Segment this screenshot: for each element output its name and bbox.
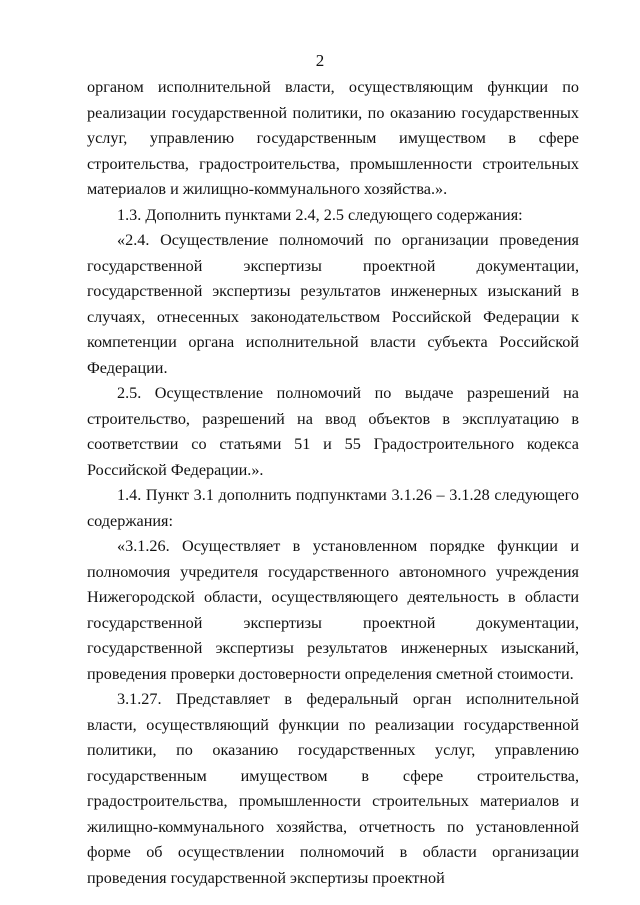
paragraph-item-2-5: 2.5. Осуществление полномочий по выдаче разрешений на строительство, разрешений на ввод объектов в эксплуатацию в соответствии со статьями 51 и 55 Градостроительного кодекса Российской Федерации.». — [87, 384, 579, 479]
paragraph-item-1-4: 1.4. Пункт 3.1 дополнить подпунктами 3.1.26 – 3.1.28 следующего содержания: — [87, 486, 579, 530]
document-body — [87, 75, 579, 891]
paragraph-item-1-3: 1.3. Дополнить пунктами 2.4, 2.5 следующего содержания: — [117, 205, 523, 224]
paragraph-continuation: органом исполнительной власти, осуществляющим функции по реализации государственной политики, по оказанию государственных услуг, управлению государственным имуществом в сфере строительства, градостроительства, промышленности строительных материалов и жилищно-коммунального хозяйства.». — [87, 78, 579, 198]
paragraph-item-3-1-27: 3.1.27. Представляет в федеральный орган исполнительной власти, осуществляющий функции по реализации государственной политики, по оказанию государственных услуг, управлению государственным имуществом в сфере строительства, градостроительства, промышленности строительных материалов и жилищно-коммунального хозяйства, отчетность по установленной форме об осуществлении полномочий в области организации проведения государственной экспертизы проектной — [87, 690, 579, 887]
page-number: 2 — [315, 51, 325, 70]
paragraph-item-3-1-26: «3.1.26. Осуществляет в установленном порядке функции и полномочия учредителя государственного автономного учреждения Нижегородской области, осуществляющего деятельность в области государственной экспертизы проектной документации, государственной экспертизы результатов инженерных изысканий, проведения проверки достоверности определения сметной стоимости. — [87, 537, 579, 683]
paragraph-item-2-4: «2.4. Осуществление полномочий по организации проведения государственной экспертизы проектной документации, государственной экспертизы результатов инженерных изысканий в случаях, отнесенных законодательством Российской Федерации к компетенции органа исполнительной власти субъекта Российской Федерации. — [87, 231, 579, 377]
